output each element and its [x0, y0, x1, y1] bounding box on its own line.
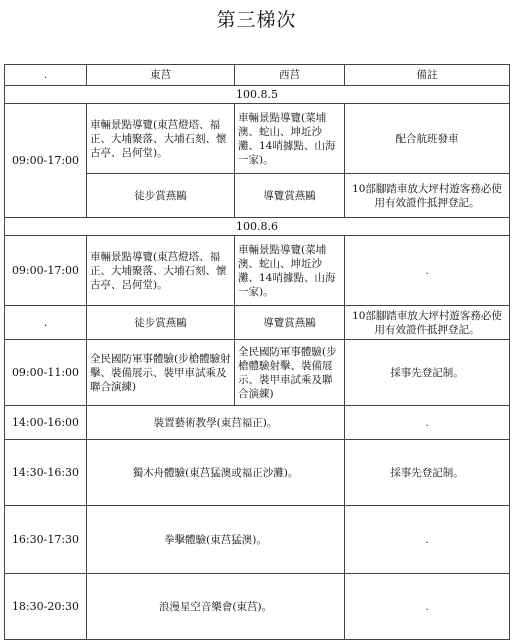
- time-cell: 09:00-17:00: [5, 236, 87, 306]
- table-row: [5, 306, 510, 340]
- activity-cell: 獨木舟體驗(東莒猛澳或福正沙灘)。: [87, 440, 345, 506]
- time-cell: 14:00-16:00: [5, 406, 87, 440]
- note-cell: .: [345, 236, 510, 306]
- table-row: [5, 506, 510, 574]
- activity-cell: 裝置藝術教學(東莒福正)。: [87, 406, 345, 440]
- time-cell: 09:00-17:00: [5, 104, 87, 218]
- east-cell: 徒步賞燕鷗: [87, 174, 235, 218]
- schedule-table: [4, 64, 510, 640]
- time-cell: 14:30-16:30: [5, 440, 87, 506]
- west-cell: 車輛景點導覽(菜埔澳、蛇山、坤坵沙灘、14哨據點、山海一家)。: [235, 236, 345, 306]
- header-east: 東莒: [87, 65, 235, 86]
- date-cell: 100.8.5: [5, 86, 510, 104]
- header-time: .: [5, 65, 87, 86]
- header-note: 備註: [345, 65, 510, 86]
- time-cell: .: [5, 306, 87, 340]
- header-west: 西莒: [235, 65, 345, 86]
- page-title: 第三梯次: [216, 9, 297, 31]
- table-row: [5, 440, 510, 506]
- table-header-row: [5, 65, 510, 86]
- east-cell: 車輛景點導覽(東莒燈塔、福正、大埔聚落、大埔石刻、懷古亭、呂何堂)。: [87, 236, 235, 306]
- date-row: [5, 86, 510, 104]
- note-cell: 配合航班發車: [345, 104, 510, 174]
- table-row: [5, 340, 510, 406]
- note-cell: .: [345, 574, 510, 640]
- west-cell: 全民國防軍事體驗(步槍體驗射擊、裝備展示、裝甲車試乘及聯合演練): [235, 340, 345, 406]
- west-cell: 車輛景點導覽(菜埔澳、蛇山、坤坵沙灘、14哨據點、山海一家)。: [235, 104, 345, 174]
- note-cell: 10部腳踏車放大坪村遊客務必使用有效證件抵押登記。: [345, 174, 510, 218]
- west-cell: 導覽賞燕鷗: [235, 306, 345, 340]
- note-cell: .: [345, 506, 510, 574]
- note-cell: 採事先登記制。: [345, 440, 510, 506]
- note-cell: 採事先登記制。: [345, 340, 510, 406]
- time-cell: 16:30-17:30: [5, 506, 87, 574]
- east-cell: 全民國防軍事體驗(步槍體驗射擊、裝備展示、裝甲車試乘及聯合演練): [87, 340, 235, 406]
- time-cell: 09:00-11:00: [5, 340, 87, 406]
- table-row: [5, 236, 510, 306]
- date-cell: 100.8.6: [5, 218, 510, 236]
- table-row: [5, 574, 510, 640]
- east-cell: 車輛景點導覽(東莒燈塔、福正、大埔聚落、大埔石刻、懷古亭、呂何堂)。: [87, 104, 235, 174]
- east-cell: 徒步賞燕鷗: [87, 306, 235, 340]
- table-row: [5, 104, 510, 174]
- note-cell: .: [345, 406, 510, 440]
- time-cell: 18:30-20:30: [5, 574, 87, 640]
- table-row: [5, 406, 510, 440]
- note-cell: 10部腳踏車放大坪村遊客務必使用有效證件抵押登記。: [345, 306, 510, 340]
- west-cell: 導覽賞燕鷗: [235, 174, 345, 218]
- activity-cell: 拳擊體驗(東莒猛澳)。: [87, 506, 345, 574]
- activity-cell: 浪漫星空音樂會(東莒)。: [87, 574, 345, 640]
- date-row: [5, 218, 510, 236]
